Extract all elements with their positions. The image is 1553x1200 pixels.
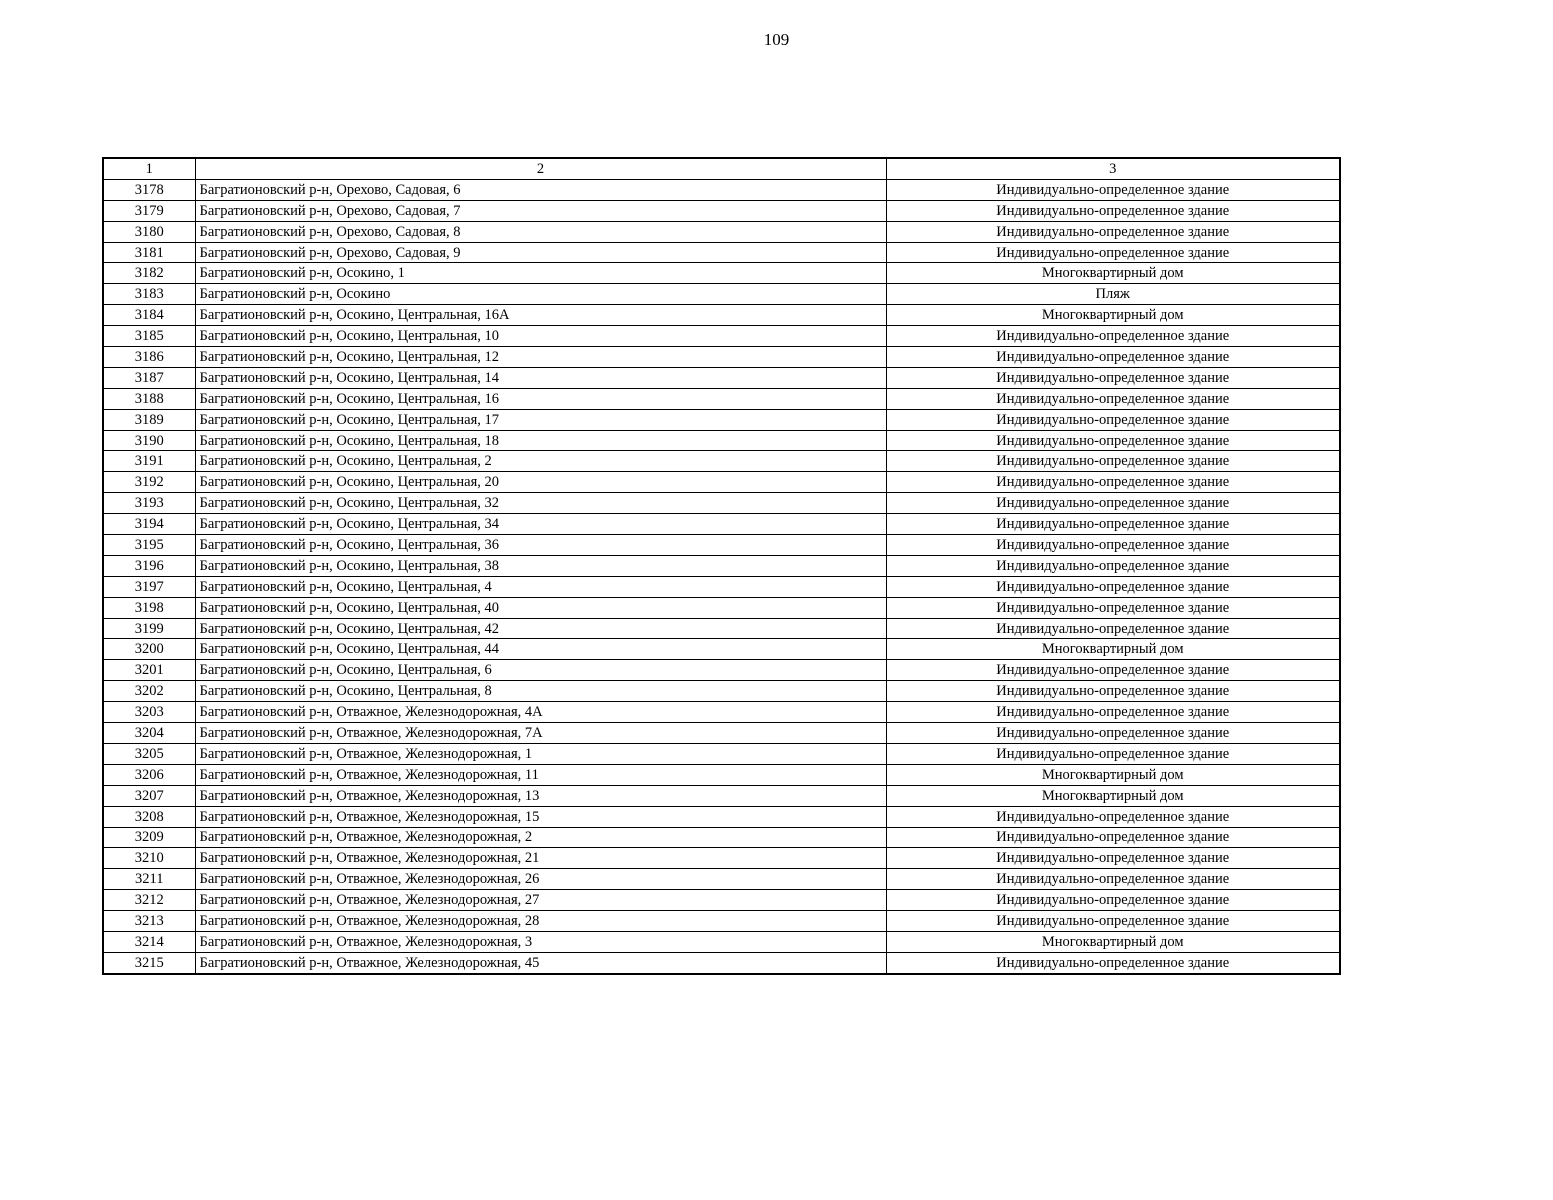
object-type-cell: Многоквартирный дом (886, 931, 1340, 952)
address-cell: Багратионовский р-н, Осокино, Центральная, 8 (195, 681, 886, 702)
object-type-cell: Пляж (886, 284, 1340, 305)
table-row (103, 702, 1340, 723)
object-type-cell: Индивидуально-определенное здание (886, 576, 1340, 597)
object-type-cell: Индивидуально-определенное здание (886, 911, 1340, 932)
table-row (103, 514, 1340, 535)
row-number: 3208 (103, 806, 195, 827)
table-row (103, 931, 1340, 952)
table-row (103, 681, 1340, 702)
row-number: 3211 (103, 869, 195, 890)
page-number: 109 (763, 30, 790, 49)
object-type-cell: Индивидуально-определенное здание (886, 806, 1340, 827)
row-number: 3199 (103, 618, 195, 639)
object-type-cell: Индивидуально-определенное здание (886, 660, 1340, 681)
object-type-cell: Индивидуально-определенное здание (886, 179, 1340, 200)
table-body (103, 179, 1340, 973)
row-number: 3197 (103, 576, 195, 597)
address-cell: Багратионовский р-н, Осокино, Центральная, 38 (195, 555, 886, 576)
object-type-cell: Индивидуально-определенное здание (886, 367, 1340, 388)
row-number: 3196 (103, 555, 195, 576)
table-row (103, 639, 1340, 660)
address-cell: Багратионовский р-н, Осокино, Центральная, 34 (195, 514, 886, 535)
object-type-cell: Индивидуально-определенное здание (886, 827, 1340, 848)
address-cell: Багратионовский р-н, Орехово, Садовая, 7 (195, 200, 886, 221)
object-type-cell: Индивидуально-определенное здание (886, 493, 1340, 514)
table-row (103, 430, 1340, 451)
address-cell: Багратионовский р-н, Отважное, Железнодорожная, 4А (195, 702, 886, 723)
column-header-3: 3 (886, 158, 1340, 179)
table-row (103, 911, 1340, 932)
table-row (103, 472, 1340, 493)
table-row (103, 284, 1340, 305)
address-cell: Багратионовский р-н, Отважное, Железнодорожная, 13 (195, 785, 886, 806)
table-row (103, 869, 1340, 890)
address-cell: Багратионовский р-н, Осокино, Центральная, 2 (195, 451, 886, 472)
address-cell: Багратионовский р-н, Осокино, Центральная, 36 (195, 535, 886, 556)
row-number: 3214 (103, 931, 195, 952)
object-type-cell: Индивидуально-определенное здание (886, 221, 1340, 242)
object-type-cell: Индивидуально-определенное здание (886, 555, 1340, 576)
row-number: 3215 (103, 952, 195, 973)
row-number: 3204 (103, 723, 195, 744)
table-row (103, 347, 1340, 368)
row-number: 3212 (103, 890, 195, 911)
address-cell: Багратионовский р-н, Осокино, Центральная, 16 (195, 388, 886, 409)
row-number: 3185 (103, 326, 195, 347)
object-type-cell: Многоквартирный дом (886, 764, 1340, 785)
row-number: 3206 (103, 764, 195, 785)
table-row (103, 388, 1340, 409)
address-cell: Багратионовский р-н, Осокино, Центральная, 42 (195, 618, 886, 639)
row-number: 3189 (103, 409, 195, 430)
address-cell: Багратионовский р-н, Отважное, Железнодорожная, 3 (195, 931, 886, 952)
address-cell: Багратионовский р-н, Отважное, Железнодорожная, 15 (195, 806, 886, 827)
object-type-cell: Индивидуально-определенное здание (886, 388, 1340, 409)
property-table (102, 157, 1341, 975)
row-number: 3178 (103, 179, 195, 200)
column-header-2: 2 (195, 158, 886, 179)
table-header (103, 158, 1340, 179)
object-type-cell: Многоквартирный дом (886, 785, 1340, 806)
object-type-cell: Многоквартирный дом (886, 305, 1340, 326)
table-row (103, 723, 1340, 744)
object-type-cell: Индивидуально-определенное здание (886, 472, 1340, 493)
address-cell: Багратионовский р-н, Осокино, Центральная, 14 (195, 367, 886, 388)
object-type-cell: Индивидуально-определенное здание (886, 326, 1340, 347)
row-number: 3200 (103, 639, 195, 660)
table-row (103, 597, 1340, 618)
address-cell: Багратионовский р-н, Отважное, Железнодорожная, 26 (195, 869, 886, 890)
table-row (103, 806, 1340, 827)
address-cell: Багратионовский р-н, Орехово, Садовая, 9 (195, 242, 886, 263)
table-row (103, 409, 1340, 430)
row-number: 3190 (103, 430, 195, 451)
table-row (103, 242, 1340, 263)
table-row (103, 618, 1340, 639)
address-cell: Багратионовский р-н, Осокино, Центральная, 4 (195, 576, 886, 597)
object-type-cell: Индивидуально-определенное здание (886, 890, 1340, 911)
object-type-cell: Индивидуально-определенное здание (886, 200, 1340, 221)
address-cell: Багратионовский р-н, Отважное, Железнодорожная, 11 (195, 764, 886, 785)
address-cell: Багратионовский р-н, Отважное, Железнодорожная, 7А (195, 723, 886, 744)
row-number: 3179 (103, 200, 195, 221)
row-number: 3205 (103, 743, 195, 764)
row-number: 3192 (103, 472, 195, 493)
address-cell: Багратионовский р-н, Осокино, Центральная, 20 (195, 472, 886, 493)
object-type-cell: Индивидуально-определенное здание (886, 409, 1340, 430)
address-cell: Багратионовский р-н, Осокино, Центральная, 18 (195, 430, 886, 451)
address-cell: Багратионовский р-н, Осокино (195, 284, 886, 305)
address-cell: Багратионовский р-н, Осокино, Центральная, 17 (195, 409, 886, 430)
row-number: 3182 (103, 263, 195, 284)
table-row (103, 555, 1340, 576)
table-row (103, 743, 1340, 764)
address-cell: Багратионовский р-н, Осокино, Центральная, 40 (195, 597, 886, 618)
row-number: 3181 (103, 242, 195, 263)
table-row (103, 660, 1340, 681)
table-row (103, 827, 1340, 848)
row-number: 3194 (103, 514, 195, 535)
address-cell: Багратионовский р-н, Отважное, Железнодорожная, 45 (195, 952, 886, 973)
table-row (103, 848, 1340, 869)
row-number: 3203 (103, 702, 195, 723)
table-row (103, 263, 1340, 284)
object-type-cell: Многоквартирный дом (886, 639, 1340, 660)
table-row (103, 451, 1340, 472)
object-type-cell: Многоквартирный дом (886, 263, 1340, 284)
row-number: 3191 (103, 451, 195, 472)
object-type-cell: Индивидуально-определенное здание (886, 952, 1340, 973)
table-row (103, 367, 1340, 388)
table-row (103, 785, 1340, 806)
object-type-cell: Индивидуально-определенное здание (886, 347, 1340, 368)
table-row (103, 890, 1340, 911)
table-row (103, 221, 1340, 242)
object-type-cell: Индивидуально-определенное здание (886, 702, 1340, 723)
row-number: 3213 (103, 911, 195, 932)
column-header-1: 1 (103, 158, 195, 179)
address-cell: Багратионовский р-н, Осокино, Центральная, 6 (195, 660, 886, 681)
address-cell: Багратионовский р-н, Осокино, Центральная, 44 (195, 639, 886, 660)
object-type-cell: Индивидуально-определенное здание (886, 848, 1340, 869)
table-row (103, 952, 1340, 973)
row-number: 3187 (103, 367, 195, 388)
address-cell: Багратионовский р-н, Осокино, Центральная, 32 (195, 493, 886, 514)
object-type-cell: Индивидуально-определенное здание (886, 597, 1340, 618)
table-row (103, 493, 1340, 514)
row-number: 3195 (103, 535, 195, 556)
row-number: 3193 (103, 493, 195, 514)
row-number: 3198 (103, 597, 195, 618)
row-number: 3201 (103, 660, 195, 681)
row-number: 3184 (103, 305, 195, 326)
table-header-row (103, 158, 1340, 179)
address-cell: Багратионовский р-н, Отважное, Железнодорожная, 1 (195, 743, 886, 764)
table-row (103, 179, 1340, 200)
address-cell: Багратионовский р-н, Отважное, Железнодорожная, 2 (195, 827, 886, 848)
row-number: 3183 (103, 284, 195, 305)
address-cell: Багратионовский р-н, Осокино, 1 (195, 263, 886, 284)
address-cell: Багратионовский р-н, Отважное, Железнодорожная, 27 (195, 890, 886, 911)
object-type-cell: Индивидуально-определенное здание (886, 430, 1340, 451)
address-cell: Багратионовский р-н, Отважное, Железнодорожная, 28 (195, 911, 886, 932)
object-type-cell: Индивидуально-определенное здание (886, 242, 1340, 263)
row-number: 3210 (103, 848, 195, 869)
object-type-cell: Индивидуально-определенное здание (886, 681, 1340, 702)
object-type-cell: Индивидуально-определенное здание (886, 743, 1340, 764)
row-number: 3209 (103, 827, 195, 848)
address-cell: Багратионовский р-н, Орехово, Садовая, 6 (195, 179, 886, 200)
row-number: 3188 (103, 388, 195, 409)
row-number: 3207 (103, 785, 195, 806)
row-number: 3202 (103, 681, 195, 702)
table-row (103, 764, 1340, 785)
table-row (103, 576, 1340, 597)
object-type-cell: Индивидуально-определенное здание (886, 514, 1340, 535)
table-row (103, 326, 1340, 347)
object-type-cell: Индивидуально-определенное здание (886, 618, 1340, 639)
row-number: 3180 (103, 221, 195, 242)
address-cell: Багратионовский р-н, Осокино, Центральная, 16А (195, 305, 886, 326)
table-row (103, 535, 1340, 556)
row-number: 3186 (103, 347, 195, 368)
address-cell: Багратионовский р-н, Осокино, Центральная, 12 (195, 347, 886, 368)
table-row (103, 200, 1340, 221)
object-type-cell: Индивидуально-определенное здание (886, 451, 1340, 472)
table-row (103, 305, 1340, 326)
address-cell: Багратионовский р-н, Отважное, Железнодорожная, 21 (195, 848, 886, 869)
address-cell: Багратионовский р-н, Осокино, Центральная, 10 (195, 326, 886, 347)
address-cell: Багратионовский р-н, Орехово, Садовая, 8 (195, 221, 886, 242)
object-type-cell: Индивидуально-определенное здание (886, 869, 1340, 890)
object-type-cell: Индивидуально-определенное здание (886, 723, 1340, 744)
object-type-cell: Индивидуально-определенное здание (886, 535, 1340, 556)
